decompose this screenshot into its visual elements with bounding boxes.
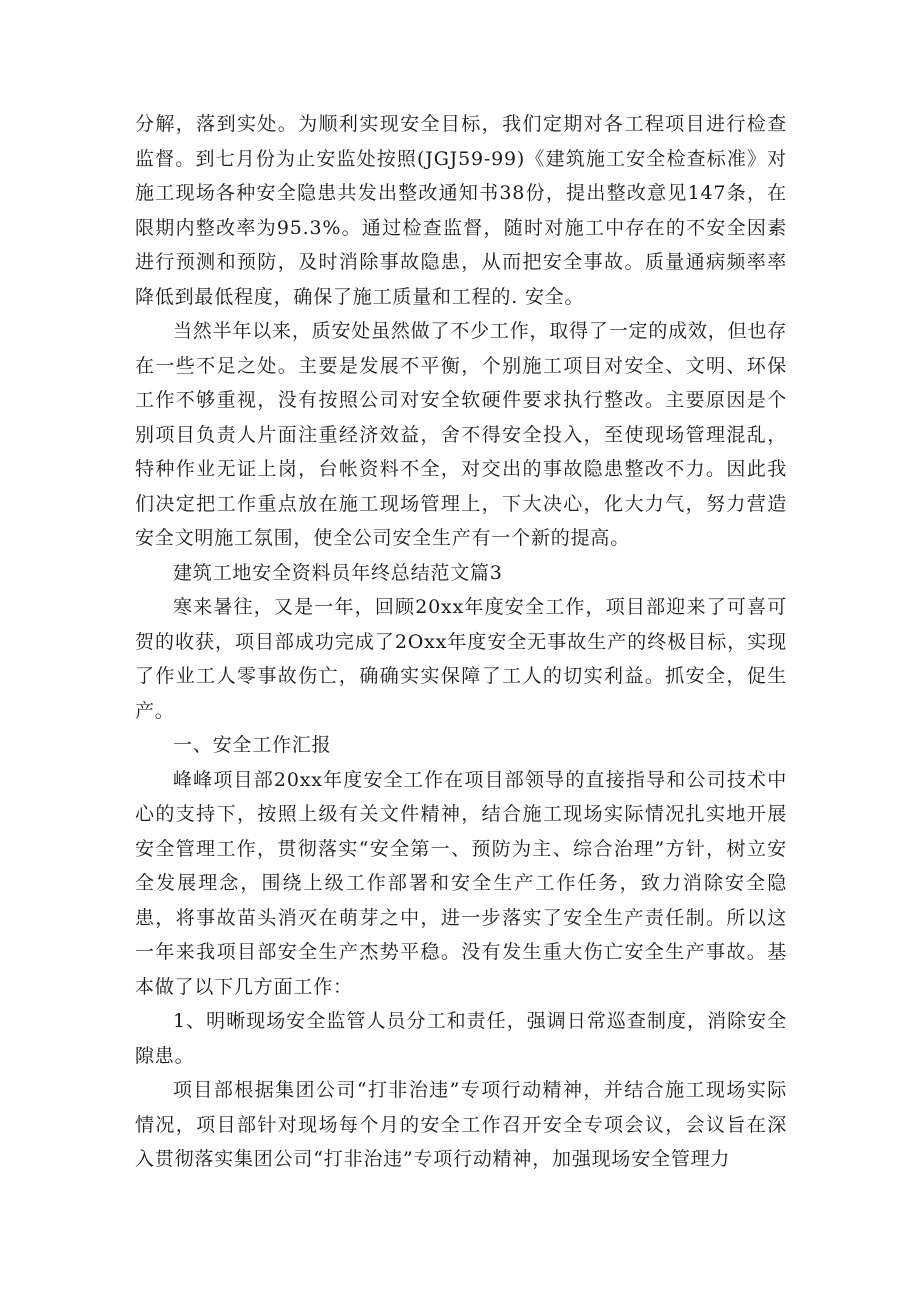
list-item-1-responsibility: 1、明晰现场安全监管人员分工和责任，强调日常巡查制度，消除安全隙患。 [135, 1010, 787, 1067]
paragraph-fengfeng-project: 峰峰项目部20xx年度安全工作在项目部领导的直接指导和公司技术中心的支持下，按照上级有关文件精神，结合施工现场实际情况扎实地开展安全管理工作，贯彻落实“安全第一、预防为主、综合治理”方针，树立安全发展理念，围绕上级工作部署和安全生产工作任务，致力消除安全隐患，将事故苗头消灭在萌芽之中，进一步落实了安全生产责任制。所以这一年来我项目部安全生产杰势平稳。没有发生重大伤亡安全生产事故。基本做了以下几方面工作： [135, 768, 787, 998]
section-heading-safety-report: 一、安全工作汇报 [173, 734, 332, 756]
section-title-article-3: 建筑工地安全资料员年终总结范文篇3 [173, 561, 503, 584]
document-body [135, 107, 787, 1177]
paragraph-safety-inspection: 分解，落到实处。为顺利实现安全目标，我们定期对各工程项目进行检查监督。到七月份为止安监处按照(JGJ59-99)《建筑施工安全检查标准》对施工现场各种安全隐患共发出整改通知书38份，提出整改意见147条，在限期内整改率为95.3%。通过检查监督，随时对施工中存在的不安全因素进行预测和预防，及时消除事故隐患，从而把安全事故。质量通病频率率降低到最低程度，确保了施工质量和工程的. 安全。 [135, 113, 787, 308]
paragraph-special-action: 项目部根据集团公司“打非治违”专项行动精神，并结合施工现场实际情况，项目部针对现场每个月的安全工作召开安全专项会议，会议旨在深入贯彻落实集团公司“打非治违”专项行动精神，加强现场安全管理力 [135, 1079, 787, 1170]
paragraph-year-review: 寒来暑往，又是一年，回顾20xx年度安全工作，项目部迎来了可喜可贺的收获，项目部成功完成了2Oxx年度安全无事故生产的终极目标，实现了作业工人零事故伤亡，确确实实保障了工人的切实利益。抓安全，促生产。 [135, 596, 787, 722]
paragraph-shortcomings: 当然半年以来，质安处虽然做了不少工作，取得了一定的成效，但也存在一些不足之处。主要是发展不平衡，个别施工项目对安全、文明、环保工作不够重视，没有按照公司对安全软硬件要求执行整改。主要原因是个别项目负责人片面注重经济效益，舍不得安全投入，至使现场管理混乱，特种作业无证上岗，台帐资料不全，对交出的事故隐患整改不力。因此我们决定把工作重点放在施工现场管理上，下大决心，化大力气，努力营造安全文明施工氛围，使全公司安全生产有一个新的提高。 [135, 320, 787, 549]
